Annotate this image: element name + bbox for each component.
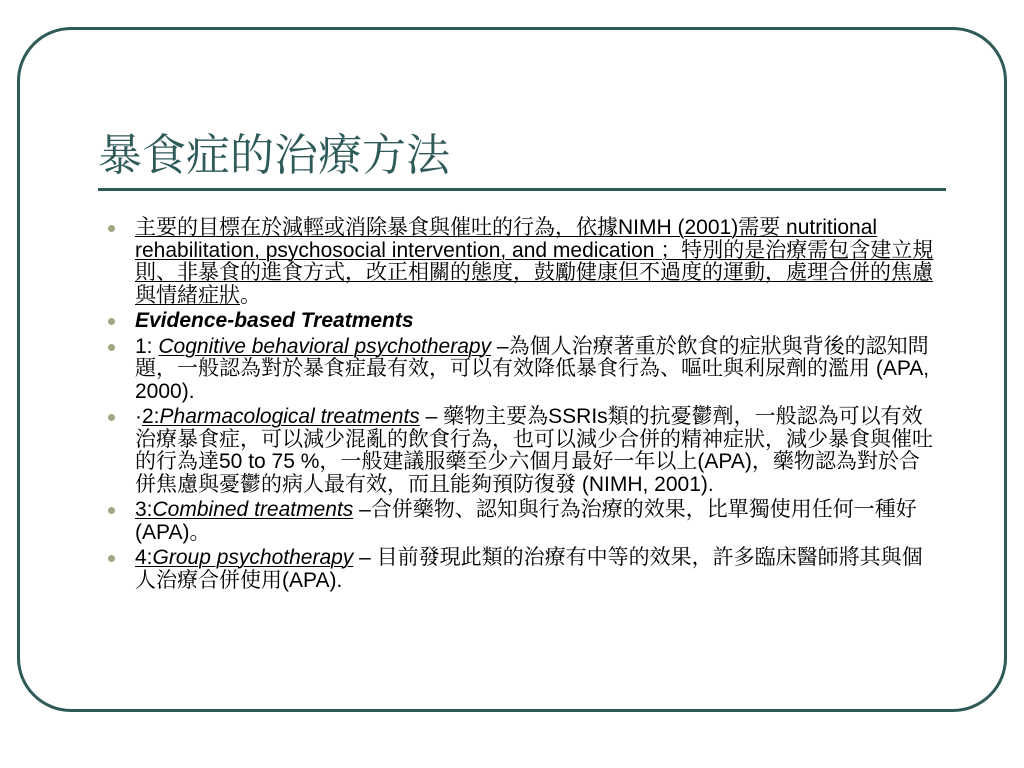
treatment-name: Cognitive behavioral psychotherapy — [158, 334, 492, 358]
title-rule — [98, 188, 946, 191]
slide-title: 暴食症的治療方法 — [98, 130, 450, 181]
treatment-description: – 藥物主要為SSRIs類的抗憂鬱劑，一般認為可以有效治療暴食症，可以減少混亂的飲食行為，也可以減少合併的精神症狀，減少暴食與催吐的行為達50 to 75 %，一般建議服藥至少六個月最好一年以上(APA)，藥物認為對於合併焦慮與憂鬱的病人最有效，而且能夠預防復發 (NIMH, 2001). — [135, 405, 933, 496]
bullet-item — [135, 499, 940, 544]
treatment-name: Combined treatments — [152, 498, 354, 521]
bullet-marker — [108, 344, 115, 351]
underlined-text: 主要的目標在於減輕或消除暴食與催吐的行為，依據NIMH (2001)需要 nutritional rehabilitation, psychosocial intervention, and medication ；特別的是治療需包含建立規則、非暴食的進食方式，改正相關的態度，鼓勵健康但不過度的運動，處理合併的焦慮與情緒症狀 — [135, 216, 934, 307]
bullet-item — [135, 217, 940, 307]
bullet-marker — [108, 225, 115, 232]
item-number: 2: — [142, 405, 160, 428]
bullet-item — [135, 547, 940, 592]
bullet-text — [135, 498, 917, 544]
treatment-description: –為個人治療著重於飲食的症狀與背後的認知問題，一般認為對於暴食症最有效，可以有效降低暴食行為、嘔吐與利尿劑的濫用 (APA, 2000). — [135, 334, 930, 403]
bullet-item — [135, 336, 940, 404]
treatment-name: Group psychotherapy — [152, 546, 354, 569]
section-heading: Evidence-based Treatments — [135, 309, 414, 332]
treatment-name: Pharmacological treatments — [159, 405, 420, 428]
treatment-description: – 目前發現此類的治療有中等的效果，許多臨床醫師將其與個人治療合併使用(APA). — [135, 546, 923, 592]
bullet-text — [135, 405, 933, 496]
bullet-item — [135, 406, 940, 496]
bullet-marker — [108, 507, 115, 514]
treatment-description: –合併藥物、認知與行為治療的效果，比單獨使用任何一種好 (APA)。 — [135, 498, 917, 544]
bullet-text — [135, 216, 933, 307]
middle-dot: · — [135, 405, 142, 428]
bullet-marker — [108, 555, 115, 562]
bullet-item — [135, 310, 940, 333]
item-number: 4: — [135, 546, 153, 569]
plain-text: 。 — [240, 283, 261, 307]
bullet-text — [135, 546, 923, 592]
bullet-text — [135, 335, 929, 403]
item-number: 3: — [135, 498, 153, 521]
bullet-marker — [108, 318, 115, 325]
bullet-marker — [108, 414, 115, 421]
bullet-text — [135, 309, 414, 332]
bullet-list — [135, 217, 940, 595]
item-number: 1: — [135, 334, 159, 358]
